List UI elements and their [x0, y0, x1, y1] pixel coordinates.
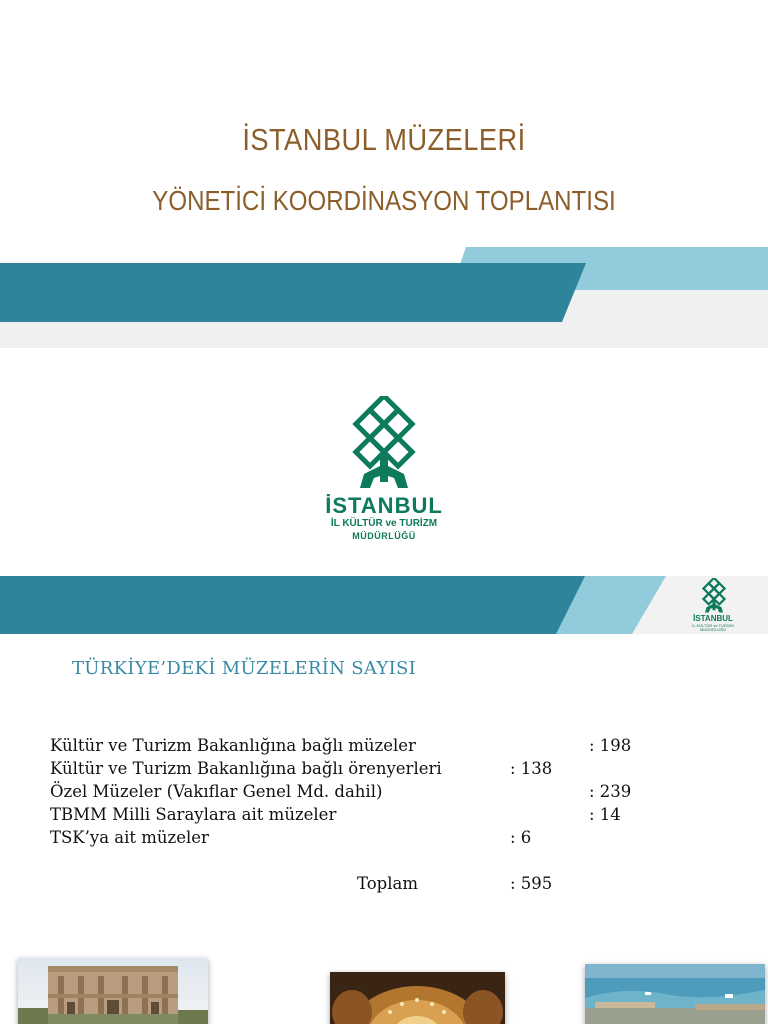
header-dark-teal-band — [0, 576, 585, 634]
stat-value: : 14 — [589, 805, 621, 824]
header-bands — [0, 576, 768, 646]
total-label: Toplam — [357, 874, 418, 893]
stat-row — [50, 782, 690, 806]
stat-value: : 198 — [589, 736, 632, 755]
dome-interior-photo — [330, 972, 505, 1024]
harbor-photo — [585, 964, 765, 1024]
stat-label: Kültür ve Turizm Bakanlığına bağlı örenyerleri — [50, 759, 442, 778]
stat-value: : 138 — [510, 759, 553, 778]
small-logo-text-mudurluk: MÜDÜRLÜĞÜ — [700, 627, 726, 632]
logo-text-istanbul: İSTANBUL — [325, 493, 443, 518]
stat-row — [50, 736, 690, 760]
stat-label: TBMM Milli Saraylara ait müzeler — [50, 805, 337, 824]
logo-text-directorate: İL KÜLTÜR ve TURİZM — [330, 518, 438, 529]
istanbul-small-logo-icon — [690, 578, 738, 614]
stat-row — [50, 828, 690, 852]
stat-row — [50, 759, 690, 783]
stat-value: : 239 — [589, 782, 632, 801]
stat-label: Özel Müzeler (Vakıflar Genel Md. dahil) — [50, 782, 383, 801]
stat-value: : 6 — [510, 828, 532, 847]
content-slide — [0, 576, 768, 1024]
slide-title: İSTANBUL MÜZELERİ — [242, 122, 526, 157]
stat-row — [50, 805, 690, 829]
stat-label: TSK’ya ait müzeler — [50, 828, 209, 847]
total-value: : 595 — [510, 874, 553, 893]
small-logo-text-istanbul: İSTANBUL — [693, 614, 733, 623]
museum-count-heading: TÜRKİYE’DEKİ MÜZELERİN SAYISI — [72, 658, 417, 679]
library-ruins-photo — [18, 958, 208, 1024]
slide-subtitle: YÖNETİCİ KOORDİNASYON TOPLANTISI — [152, 185, 616, 216]
dark-teal-band — [0, 263, 586, 322]
stat-label: Kültür ve Turizm Bakanlığına bağlı müzeler — [50, 736, 416, 755]
logo-text-mudurluk: MÜDÜRLÜĞÜ — [352, 531, 416, 541]
small-logo-text-directorate: İL KÜLTÜR ve TURİZM — [692, 623, 734, 628]
istanbul-knot-tree-logo-icon — [336, 396, 432, 492]
